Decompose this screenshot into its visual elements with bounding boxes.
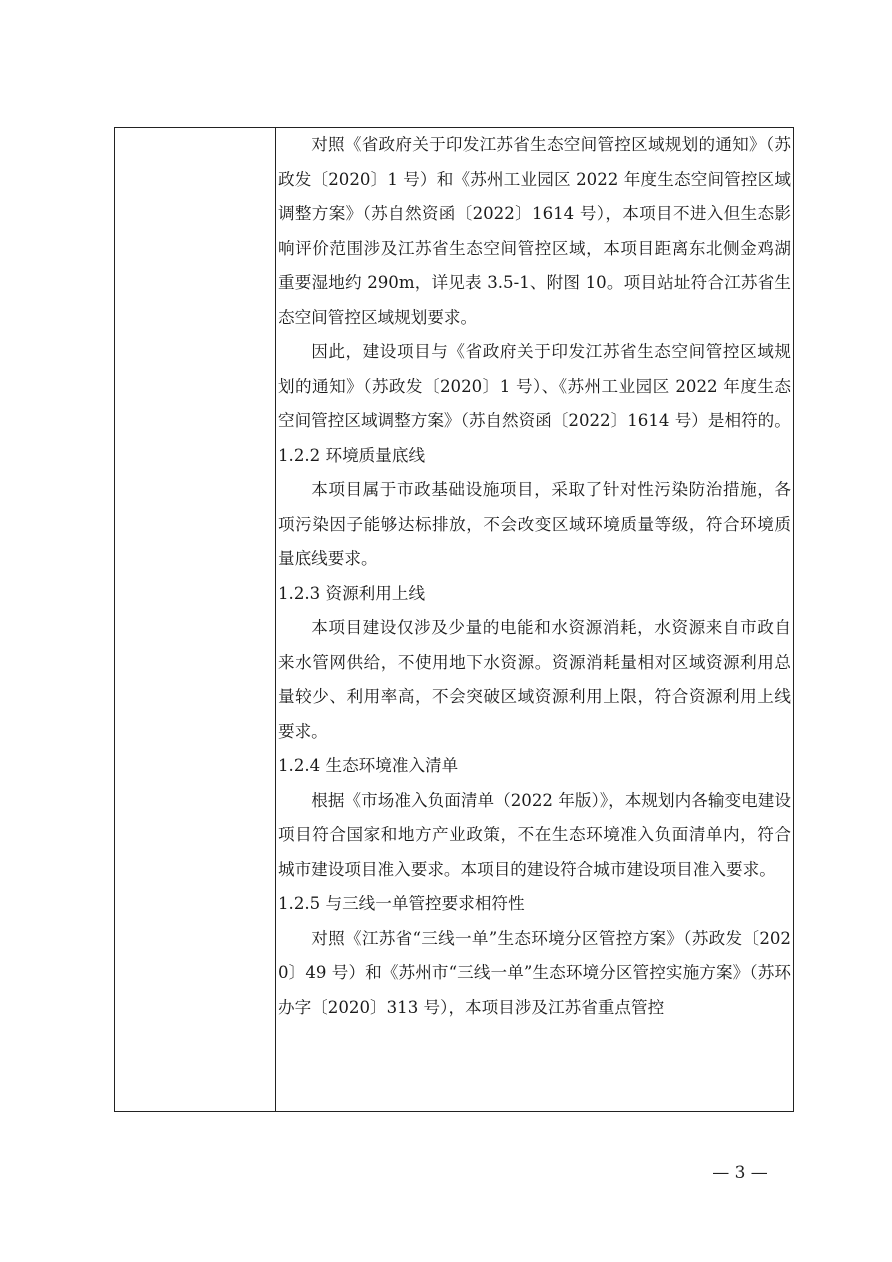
paragraph-resource-utilization: 本项目建设仅涉及少量的电能和水资源消耗，水资源来自市政自来水管网供给，不使用地下水资源。资源消耗量相对区域资源利用总量较少、利用率高，不会突破区域资源利用上限，符合资源利用上线要求。 [278, 618, 791, 741]
heading-resource-utilization: 1.2.3 资源利用上线 [278, 583, 426, 603]
heading-three-lines-one-list: 1.2.5 与三线一单管控要求相符性 [278, 894, 525, 913]
paragraph-three-lines-one-list: 对照《江苏省“三线一单”生态环境分区管控方案》（苏政发〔2020〕49 号）和《苏州市“三线一单”生态环境分区管控实施方案》（苏环办字〔2020〕313 号），本项目涉及江苏省重点管控 [278, 928, 791, 1017]
paragraph-conclusion: 因此，建设项目与《省政府关于印发江苏省生态空间管控区域规划的通知》（苏政发〔2020〕1 号）、《苏州工业园区 2022 年度生态空间管控区域调整方案》（苏自然资函〔2022〕1614 号）是相符的。 [278, 342, 791, 430]
heading-access-list: 1.2.4 生态环境准入清单 [278, 756, 459, 775]
paragraph-environment-quality: 本项目属于市政基础设施项目，采取了针对性污染防治措施，各项污染因子能够达标排放，不会改变区域环境质量等级，符合环境质量底线要求。 [278, 480, 791, 568]
paragraph-ecological-control: 对照《省政府关于印发江苏省生态空间管控区域规划的通知》（苏政发〔2020〕1 号）和《苏州工业园区 2022 年度生态空间管控区域调整方案》（苏自然资函〔2022〕1614 号），本项目不进入但生态影响评价范围涉及江苏省生态空间管控区域，本项目距离东北侧金鸡湖重要湿地约 290m，详见表 3.5-1、附图 10。项目站址符合江苏省生态空间管控区域规划要求。 [278, 135, 791, 327]
document-table [114, 127, 794, 1112]
paragraph-access-list: 根据《市场准入负面清单（2022 年版）》，本规划内各输变电建设项目符合国家和地方产业政策，不在生态环境准入负面清单内，符合城市建设项目准入要求。本项目的建设符合城市建设项目准入要求。 [278, 790, 791, 879]
table-content-cell [276, 128, 793, 1111]
table-left-cell [115, 128, 276, 1111]
heading-environment-quality: 1.2.2 环境质量底线 [278, 445, 426, 465]
page-number: — 3 — [712, 1163, 768, 1183]
